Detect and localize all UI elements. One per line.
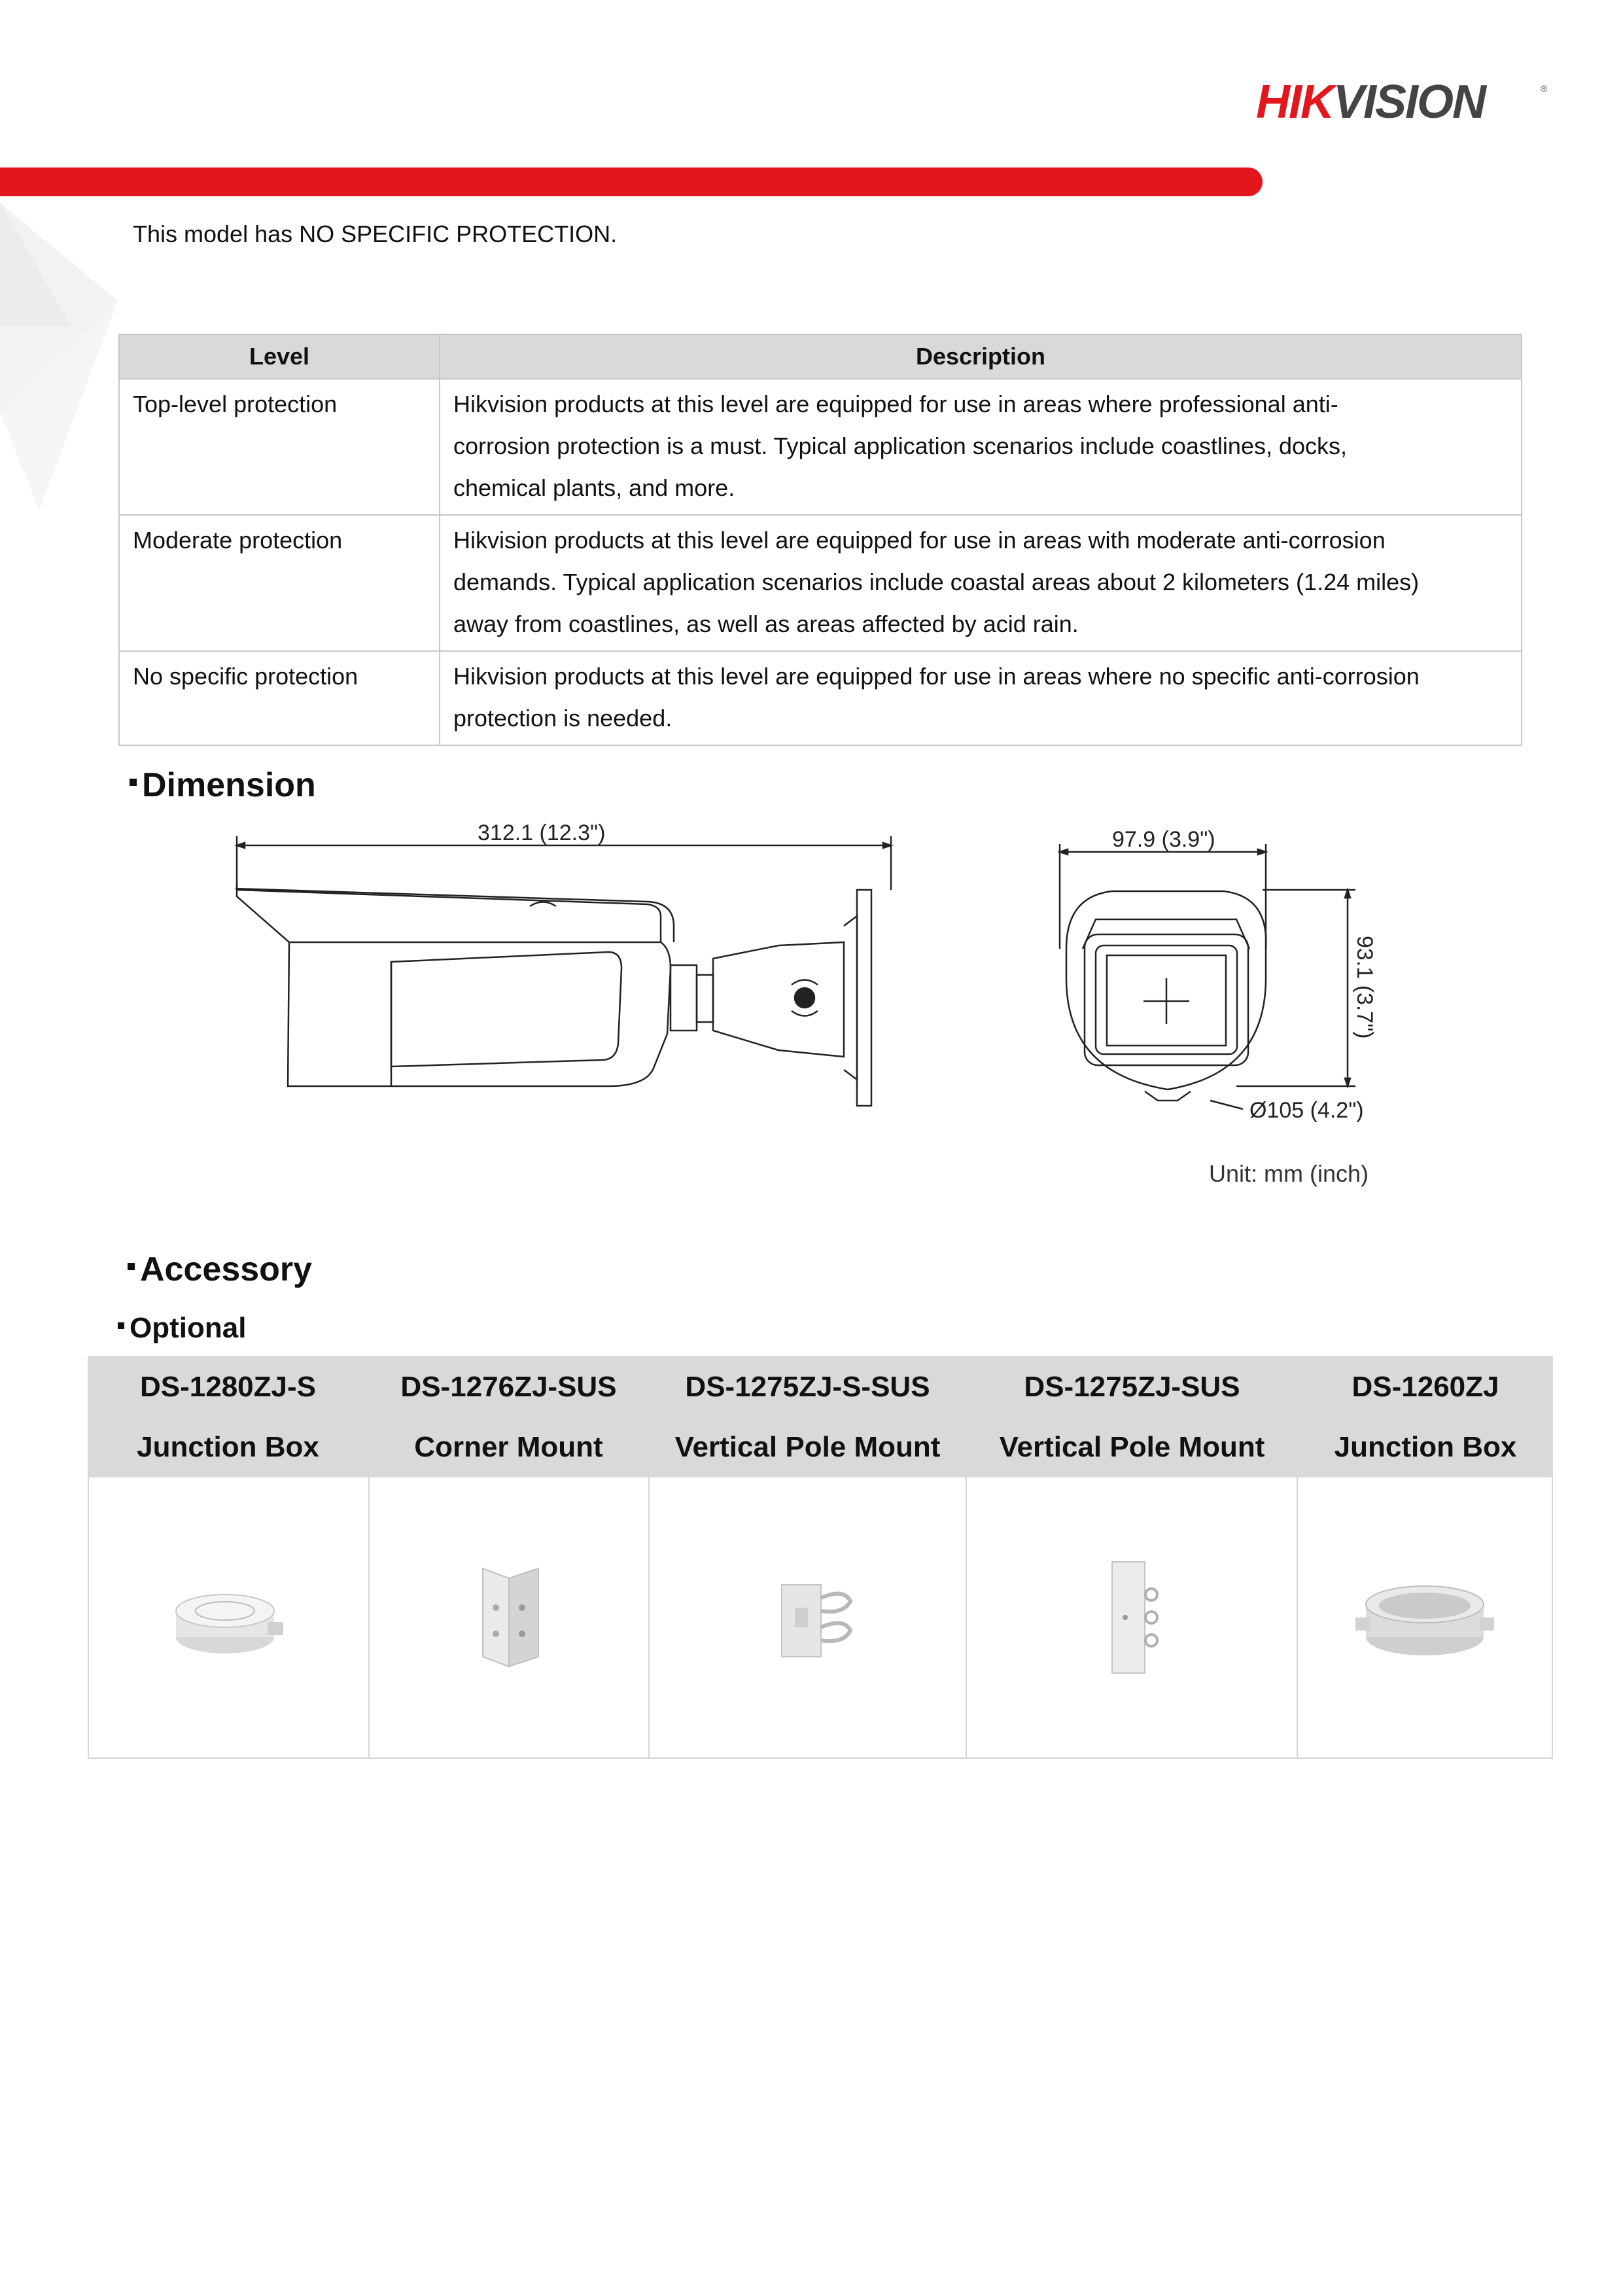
description-line: protection is needed. xyxy=(453,705,672,732)
accessory-header xyxy=(1298,1356,1553,1477)
protection-notice: This model has NO SPECIFIC PROTECTION. xyxy=(133,221,618,247)
length-label: 312.1 (12.3") xyxy=(478,821,606,845)
bullet-icon xyxy=(118,1322,124,1329)
pole-mount-image xyxy=(1096,1555,1168,1680)
accessory-image-row xyxy=(88,1477,1553,1759)
width-label: 97.9 (3.9") xyxy=(1112,827,1215,852)
accessory-header xyxy=(966,1356,1298,1477)
description-cell xyxy=(440,515,1522,651)
accessory-model: DS-1276ZJ-SUS xyxy=(400,1371,617,1403)
description-line: corrosion protection is a must. Typical application scenarios include coastlines, docks, xyxy=(453,433,1348,459)
accessory-header xyxy=(368,1356,649,1477)
table-row xyxy=(119,379,1522,515)
description-line: Hikvision products at this level are equipped for use in areas where no specific anti-corrosion xyxy=(453,663,1420,690)
accessory-name: Corner Mount xyxy=(414,1431,603,1463)
camera-side-view xyxy=(236,821,891,1106)
description-line: demands. Typical application scenarios include coastal areas about 2 kilometers (1.24 miles) xyxy=(453,569,1420,595)
junction-box-image xyxy=(1353,1572,1497,1663)
accessory-header xyxy=(649,1356,966,1477)
accessory-table xyxy=(88,1356,1553,1759)
description-cell xyxy=(440,379,1522,515)
height-label: 93.1 (3.7") xyxy=(1352,936,1377,1039)
optional-subheading: Optional xyxy=(118,1312,246,1345)
accessory-name: Junction Box xyxy=(1334,1431,1517,1463)
svg-text:®: ® xyxy=(1541,83,1548,94)
description-cell xyxy=(440,651,1522,745)
accessory-header xyxy=(88,1356,368,1477)
level-cell: Moderate protection xyxy=(119,515,440,651)
watermark-graphic xyxy=(0,196,131,537)
camera-front-view xyxy=(1060,827,1377,1123)
unit-label: Unit: mm (inch) xyxy=(1209,1160,1369,1187)
column-header-description: Description xyxy=(440,334,1522,379)
dimension-heading: Dimension xyxy=(130,766,316,805)
bullet-icon xyxy=(128,1263,135,1270)
dimension-drawing xyxy=(216,818,1426,1132)
accessory-model: DS-1275ZJ-SUS xyxy=(1024,1371,1240,1403)
accessory-image-cell xyxy=(967,1477,1298,1757)
accessory-model: DS-1260ZJ xyxy=(1352,1371,1499,1403)
bullet-icon xyxy=(130,779,137,786)
pole-mount-image xyxy=(752,1562,864,1673)
svg-text:HIKVISION: HIKVISION xyxy=(1256,77,1486,128)
description-line: chemical plants, and more. xyxy=(453,474,735,501)
table-row xyxy=(119,515,1522,651)
level-cell: No specific protection xyxy=(119,651,440,745)
accessory-model: DS-1275ZJ-S-SUS xyxy=(685,1371,930,1403)
accessory-name: Vertical Pole Mount xyxy=(674,1431,941,1463)
accessory-model: DS-1280ZJ-S xyxy=(139,1371,316,1403)
protection-table xyxy=(118,334,1522,746)
description-line: Hikvision products at this level are equipped for use in areas with moderate anti-corrosion xyxy=(453,527,1386,554)
junction-box-image xyxy=(169,1575,287,1660)
description-line: away from coastlines, as well as areas affected by acid rain. xyxy=(453,610,1079,637)
hikvision-logo xyxy=(1253,77,1554,130)
accessory-image-cell xyxy=(370,1477,650,1757)
header-red-bar xyxy=(0,168,1263,196)
accessory-name: Junction Box xyxy=(137,1431,319,1463)
column-header-level: Level xyxy=(119,334,440,379)
accessory-name: Vertical Pole Mount xyxy=(999,1431,1265,1463)
accessory-image-cell xyxy=(650,1477,966,1757)
table-header-row xyxy=(119,334,1522,379)
corner-mount-image xyxy=(470,1562,548,1673)
accessory-header-row xyxy=(88,1356,1553,1477)
accessory-image-cell xyxy=(89,1477,370,1757)
table-row xyxy=(119,651,1522,745)
accessory-heading: Accessory xyxy=(128,1250,312,1289)
description-line: Hikvision products at this level are equipped for use in areas where professional anti- xyxy=(453,391,1338,417)
diameter-label: Ø105 (4.2") xyxy=(1249,1098,1364,1123)
accessory-image-cell xyxy=(1298,1477,1553,1757)
level-cell: Top-level protection xyxy=(119,379,440,515)
